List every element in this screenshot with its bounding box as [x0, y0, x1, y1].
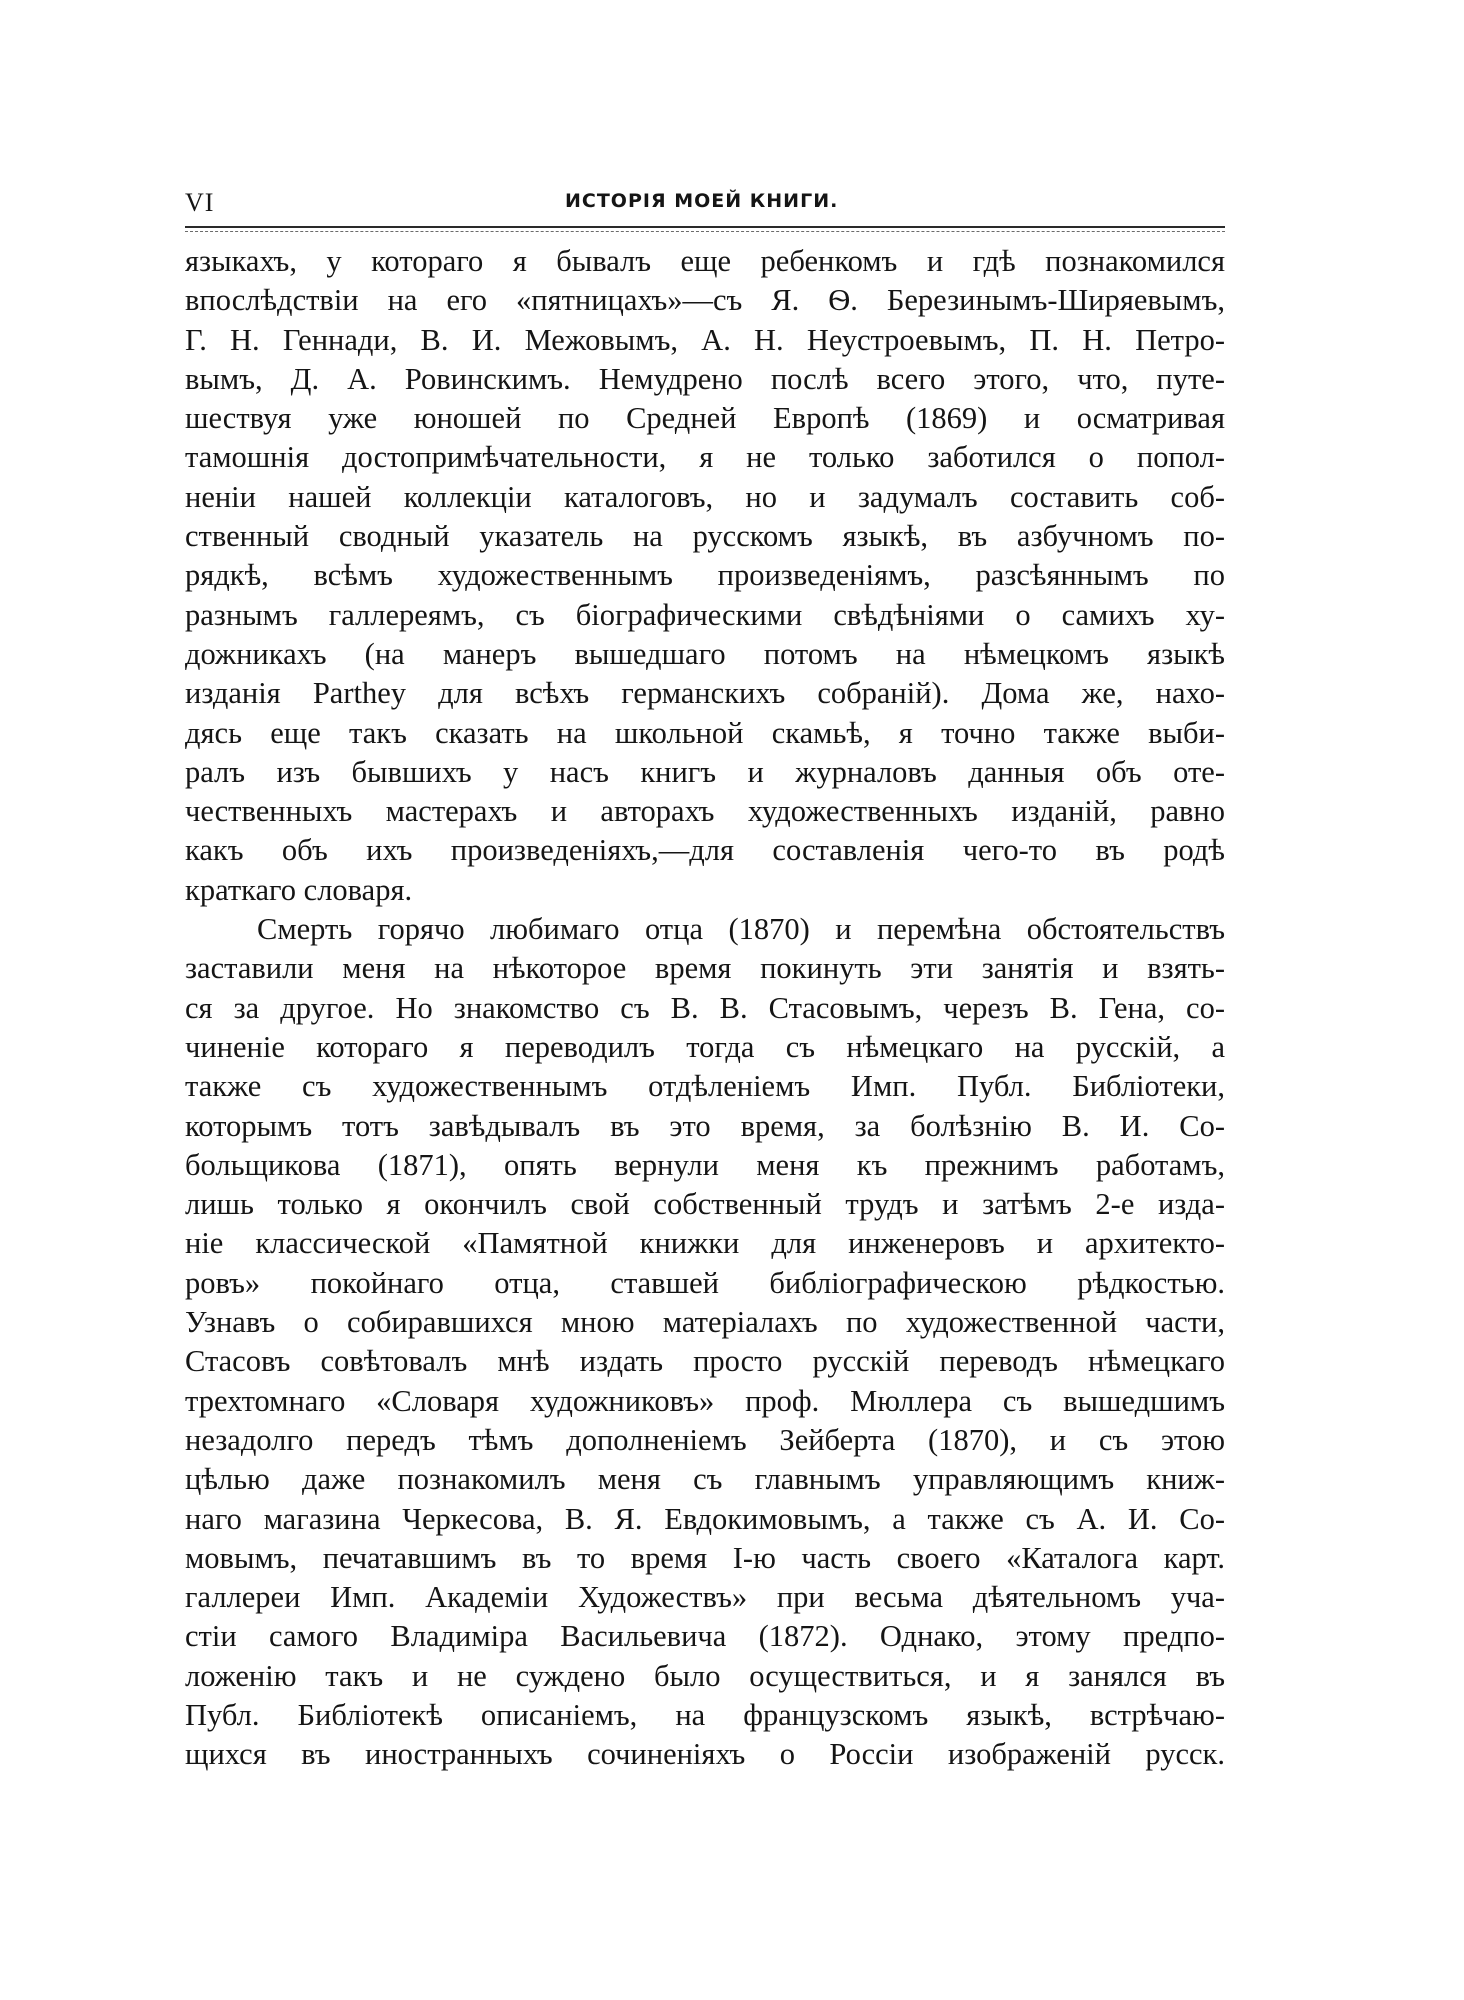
text-line: изданія Parthey для всѣхъ германскихъ собраній). Дома же, нахо-: [185, 676, 1225, 711]
text-line: также съ художественнымъ отдѣленіемъ Имп. Публ. Библіотеки,: [185, 1069, 1225, 1104]
header-rule: [185, 226, 1225, 228]
header-rule-dashed: [185, 231, 1225, 232]
text-line: шествуя уже юношей по Средней Европѣ (1869) и осматривая: [185, 401, 1225, 436]
text-line: чественныхъ мастерахъ и авторахъ художественныхъ изданій, равно: [185, 794, 1225, 829]
text-line: Г. Н. Геннади, В. И. Межовымъ, А. Н. Неустроевымъ, П. Н. Петро-: [185, 322, 1225, 357]
text-line: ся за другое. Но знакомство съ В. В. Стасовымъ, черезъ В. Гена, со-: [185, 990, 1225, 1025]
paragraph-end-line: краткаго словаря.: [185, 872, 413, 907]
text-line: ралъ изъ бывшихъ у насъ книгъ и журналовъ данныя объ оте-: [185, 754, 1225, 789]
text-line: вымъ, Д. А. Ровинскимъ. Немудрено послѣ всего этого, что, путе-: [185, 361, 1225, 396]
text-line: какъ объ ихъ произведеніяхъ,—для составленія чего-то въ родѣ: [185, 833, 1225, 868]
text-line: трехтомнаго «Словаря художниковъ» проф. Мюллера съ вышедшимъ: [185, 1383, 1225, 1418]
text-line: незадолго передъ тѣмъ дополненіемъ Зейберта (1870), и съ этою: [185, 1422, 1225, 1457]
running-title: ИСТОРІЯ МОЕЙ КНИГИ.: [565, 190, 839, 212]
text-line: рядкѣ, всѣмъ художественнымъ произведеніямъ, разсѣяннымъ по: [185, 558, 1225, 593]
text-line: заставили меня на нѣкоторое время покинуть эти занятія и взять-: [185, 951, 1225, 986]
text-line: ственный сводный указатель на русскомъ языкѣ, въ азбучномъ по-: [185, 519, 1225, 554]
text-line: ніе классической «Памятной книжки для инженеровъ и архитекто-: [185, 1226, 1225, 1261]
text-line: Публ. Библіотекѣ описаніемъ, на французскомъ языкѣ, встрѣчаю-: [185, 1697, 1225, 1732]
text-line: больщикова (1871), опять вернули меня къ прежнимъ работамъ,: [185, 1147, 1225, 1182]
text-line: наго магазина Черкесова, В. Я. Евдокимовымъ, а также съ А. И. Со-: [185, 1501, 1225, 1536]
body-text: [185, 242, 1225, 1775]
text-line: впослѣдствіи на его «пятницахъ»—съ Я. Ѳ. Березинымъ-Ширяевымъ,: [185, 283, 1225, 318]
text-line: ложенію такъ и не суждено было осуществиться, и я занялся въ: [185, 1658, 1225, 1693]
text-line: щихся въ иностранныхъ сочиненіяхъ о Россіи изображеній русск.: [185, 1737, 1225, 1772]
text-line: языкахъ, у котораго я бывалъ еще ребенкомъ и гдѣ познакомился: [185, 244, 1225, 278]
text-line: разнымъ галлереямъ, съ біографическими свѣдѣніями о самихъ ху-: [185, 597, 1225, 632]
text-line: мовымъ, печатавшимъ въ то время І-ю часть своего «Каталога карт.: [185, 1540, 1225, 1575]
text-line: стіи самого Владиміра Васильевича (1872). Однако, этому предпо-: [185, 1619, 1225, 1654]
text-line: дясь еще такъ сказать на школьной скамьѣ, я точно также выби-: [185, 715, 1225, 750]
text-line: которымъ тотъ завѣдывалъ въ это время, за болѣзнію В. И. Со-: [185, 1108, 1225, 1143]
text-line: Стасовъ совѣтовалъ мнѣ издать просто русскій переводъ нѣмецкаго: [185, 1344, 1225, 1379]
page-number: VI: [185, 188, 215, 217]
paragraph-start-line: Смерть горячо любимаго отца (1870) и перемѣна обстоятельствъ: [257, 912, 1225, 947]
text-line: дожникахъ (на манеръ вышедшаго потомъ на нѣмецкомъ языкѣ: [185, 636, 1225, 671]
text-line: галлереи Имп. Академіи Художествъ» при весьма дѣятельномъ уча-: [185, 1580, 1225, 1615]
text-line: неніи нашей коллекціи каталоговъ, но и задумалъ составить соб-: [185, 479, 1225, 514]
text-line: чиненіе котораго я переводилъ тогда съ нѣмецкаго на русскій, а: [185, 1029, 1225, 1064]
text-line: ровъ» покойнаго отца, ставшей библіографическою рѣдкостью.: [185, 1265, 1225, 1300]
text-line: тамошнія достопримѣчательности, я не только заботился о попол-: [185, 440, 1225, 475]
text-line: цѣлью даже познакомилъ меня съ главнымъ управляющимъ книж-: [185, 1462, 1225, 1497]
text-line: лишь только я окончилъ свой собственный трудъ и затѣмъ 2-е изда-: [185, 1187, 1225, 1222]
running-head: [185, 188, 1225, 218]
text-line: Узнавъ о собиравшихся мною матеріалахъ по художественной части,: [185, 1305, 1225, 1340]
